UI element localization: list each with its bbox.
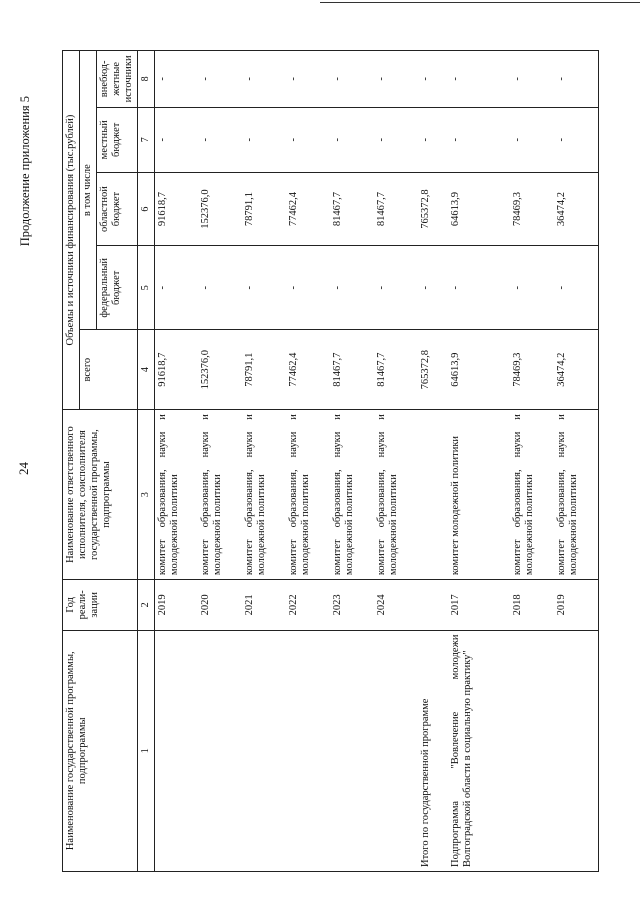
cell-total: 78791,1 <box>242 330 286 410</box>
cell-year: 2019 <box>554 580 598 630</box>
cell-extra: - <box>510 51 554 108</box>
cell-name <box>554 630 598 871</box>
cell-federal: - <box>154 246 198 330</box>
page-number: 24 <box>16 462 31 475</box>
header-total: всего <box>80 330 138 410</box>
cell-year: 2020 <box>198 580 242 630</box>
cell-total: 765372,8 <box>418 330 448 410</box>
cell-regional: 152376,0 <box>198 172 242 245</box>
cell-extra: - <box>330 51 374 108</box>
cell-extra: - <box>198 51 242 108</box>
cell-exec: комитет молодежной политики <box>448 410 510 580</box>
cell-federal: - <box>448 246 510 330</box>
cell-total: 78469,3 <box>510 330 554 410</box>
cell-regional: 81467,7 <box>330 172 374 245</box>
cell-exec: комитет образования, науки и молодежной политики <box>374 410 418 580</box>
cell-local: - <box>418 107 448 172</box>
column-number-row <box>138 51 155 872</box>
table-body <box>154 51 598 872</box>
cell-name <box>286 630 330 871</box>
cell-exec: комитет образования, науки и молодежной политики <box>154 410 198 580</box>
table-row <box>448 51 510 872</box>
cell-extra: - <box>554 51 598 108</box>
cell-exec: комитет образования, науки и молодежной политики <box>286 410 330 580</box>
column-number: 8 <box>138 51 155 108</box>
table-row <box>418 51 448 872</box>
header-year: Год реали-зации <box>63 580 138 630</box>
cell-federal: - <box>418 246 448 330</box>
cell-name <box>242 630 286 871</box>
cell-name <box>330 630 374 871</box>
column-number: 7 <box>138 107 155 172</box>
header-federal: федеральный бюджет <box>97 246 138 330</box>
cell-total: 152376,0 <box>198 330 242 410</box>
cell-local: - <box>242 107 286 172</box>
cell-federal: - <box>330 246 374 330</box>
cell-regional: 765372,8 <box>418 172 448 245</box>
cell-local: - <box>286 107 330 172</box>
cell-year: 2017 <box>448 580 510 630</box>
column-number: 5 <box>138 246 155 330</box>
table-row <box>242 51 286 872</box>
header-local: местный бюджет <box>97 107 138 172</box>
cell-exec: комитет образования, науки и молодежной политики <box>330 410 374 580</box>
cell-year: 2018 <box>510 580 554 630</box>
continuation-title: Продолжение приложения 5 <box>18 96 32 247</box>
header-regional: областной бюджет <box>97 172 138 245</box>
cell-federal: - <box>242 246 286 330</box>
cell-name: Итого по государственной программе <box>418 630 448 871</box>
cell-exec: комитет образования, науки и молодежной политики <box>554 410 598 580</box>
header-program-name: Наименование государственной программы, подпрограммы <box>63 630 138 871</box>
cell-federal: - <box>286 246 330 330</box>
cell-federal: - <box>198 246 242 330</box>
column-number: 2 <box>138 580 155 630</box>
cell-local: - <box>448 107 510 172</box>
header-funding-group: Объемы и источники финансирования (тыс.рублей) <box>63 51 80 410</box>
cell-year: 2024 <box>374 580 418 630</box>
cell-name <box>374 630 418 871</box>
table-row <box>374 51 418 872</box>
cell-local: - <box>154 107 198 172</box>
table-row <box>286 51 330 872</box>
cell-year: 2019 <box>154 580 198 630</box>
cell-name: Подпрограмма "Вовлечение молодежи Волгоградской области в социальную практику" <box>448 630 510 871</box>
cell-name <box>198 630 242 871</box>
cell-extra: - <box>448 51 510 108</box>
cell-regional: 91618,7 <box>154 172 198 245</box>
cell-local: - <box>374 107 418 172</box>
cell-exec <box>418 410 448 580</box>
table-row <box>510 51 554 872</box>
cell-local: - <box>554 107 598 172</box>
cell-extra: - <box>418 51 448 108</box>
column-number: 3 <box>138 410 155 580</box>
cell-regional: 36474,2 <box>554 172 598 245</box>
cell-extra: - <box>242 51 286 108</box>
cell-total: 81467,7 <box>330 330 374 410</box>
cell-federal: - <box>374 246 418 330</box>
cell-extra: - <box>374 51 418 108</box>
header-executor: Наименование ответственного исполнителя, соисполнителя государственной программы, подпрограммы <box>63 410 138 580</box>
table-row <box>330 51 374 872</box>
cell-federal: - <box>554 246 598 330</box>
column-number: 6 <box>138 172 155 245</box>
cell-regional: 78469,3 <box>510 172 554 245</box>
financing-table <box>62 50 599 872</box>
cell-federal: - <box>510 246 554 330</box>
table-row <box>154 51 198 872</box>
cell-extra: - <box>286 51 330 108</box>
header-extra: внебюд-жетные источники <box>97 51 138 108</box>
cell-regional: 77462,4 <box>286 172 330 245</box>
cell-exec: комитет образования, науки и молодежной политики <box>510 410 554 580</box>
cell-exec: комитет образования, науки и молодежной политики <box>242 410 286 580</box>
cell-regional: 64613,9 <box>448 172 510 245</box>
cell-total: 77462,4 <box>286 330 330 410</box>
cell-year: 2023 <box>330 580 374 630</box>
header-including: в том числе <box>80 51 97 330</box>
cell-total: 64613,9 <box>448 330 510 410</box>
cell-total: 36474,2 <box>554 330 598 410</box>
cell-total: 81467,7 <box>374 330 418 410</box>
cell-local: - <box>198 107 242 172</box>
cell-exec: комитет образования, науки и молодежной политики <box>198 410 242 580</box>
cell-total: 91618,7 <box>154 330 198 410</box>
column-number: 4 <box>138 330 155 410</box>
cell-name <box>154 630 198 871</box>
cell-extra: - <box>154 51 198 108</box>
cell-local: - <box>510 107 554 172</box>
cell-year: 2022 <box>286 580 330 630</box>
table-row <box>198 51 242 872</box>
cell-regional: 78791,1 <box>242 172 286 245</box>
cell-local: - <box>330 107 374 172</box>
cell-regional: 81467,7 <box>374 172 418 245</box>
table-row <box>554 51 598 872</box>
column-number: 1 <box>138 630 155 871</box>
cell-year: 2021 <box>242 580 286 630</box>
cell-name <box>510 630 554 871</box>
cell-year <box>418 580 448 630</box>
